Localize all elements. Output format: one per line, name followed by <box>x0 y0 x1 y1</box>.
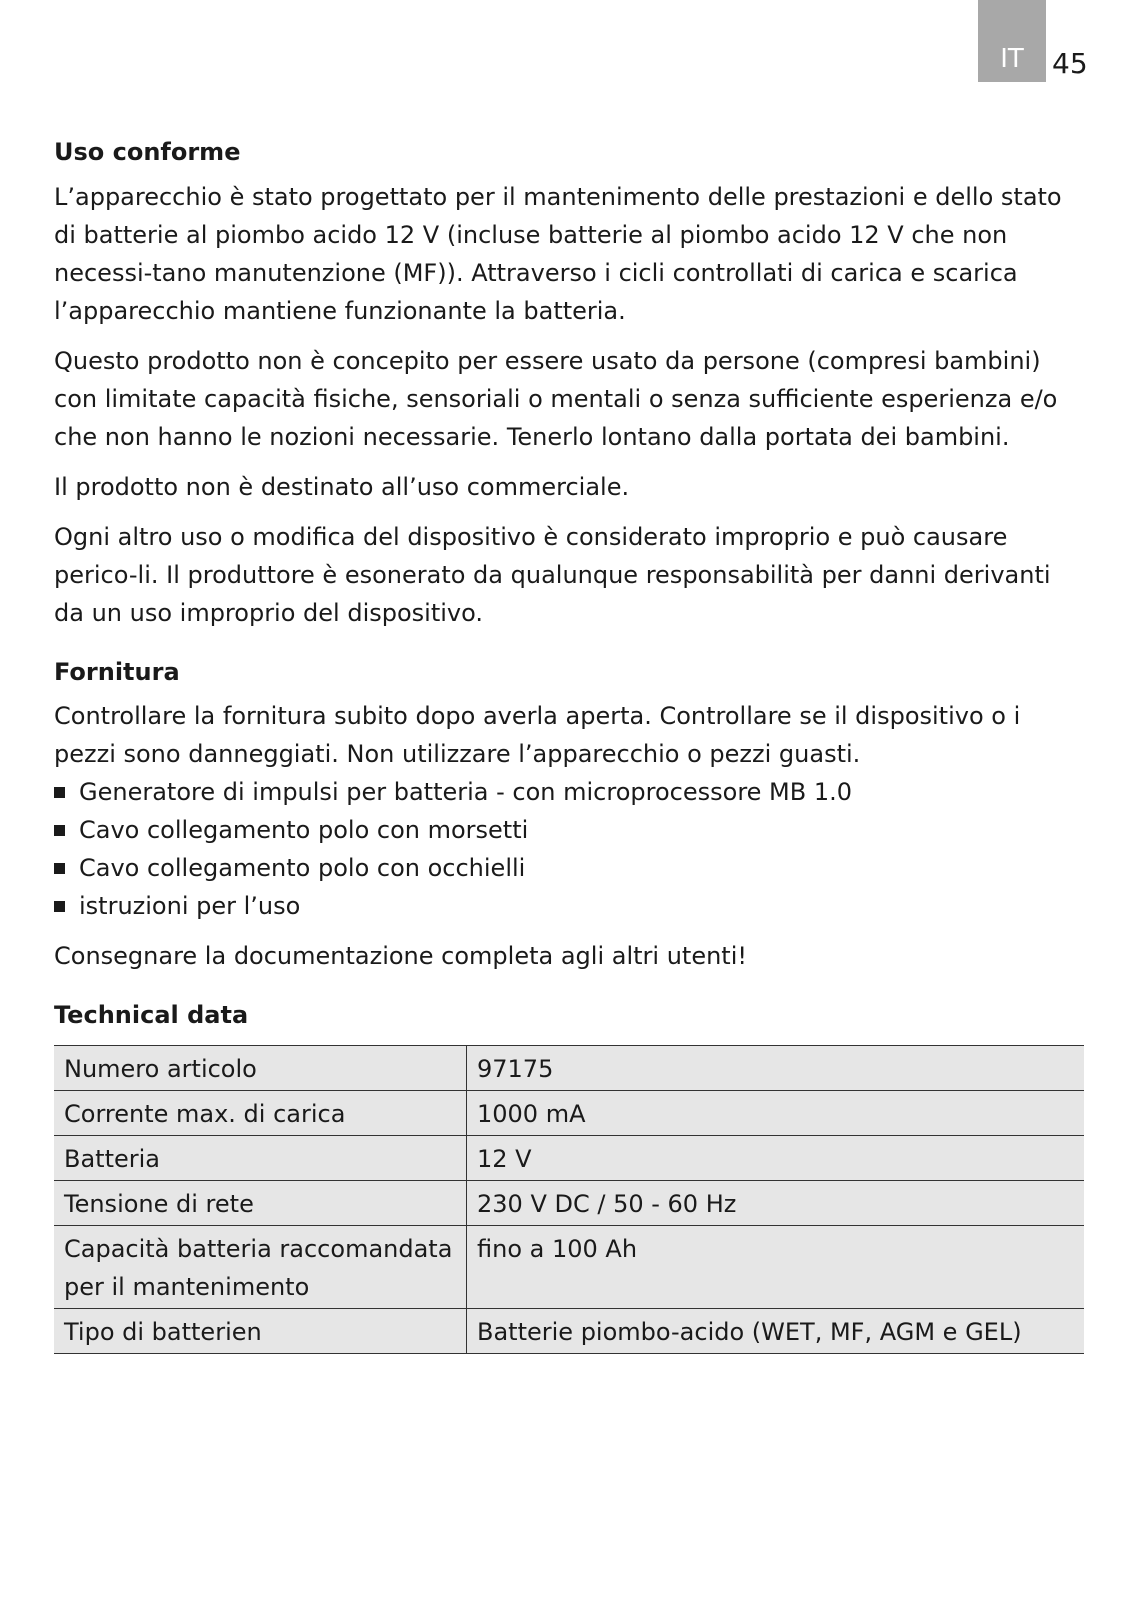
table-cell-label: Corrente max. di carica <box>54 1090 467 1135</box>
table-row <box>54 1045 1084 1090</box>
table-cell-value: 97175 <box>467 1045 1085 1090</box>
paragraph: Consegnare la documentazione completa agli altri utenti! <box>54 942 747 971</box>
language-tab <box>978 0 1046 82</box>
section-technical-data <box>54 999 1084 1354</box>
bullet-square-icon <box>54 787 65 798</box>
list-item <box>54 887 1084 925</box>
table-cell-value: 230 V DC / 50 - 60 Hz <box>467 1180 1085 1225</box>
list-item <box>54 811 1084 849</box>
table-row <box>54 1090 1084 1135</box>
language-tag: IT <box>1000 44 1024 74</box>
paragraph: Questo prodotto non è concepito per essere usato da persone (compresi bambini) con limitate capacità fisiche, sensoriali o mentali o senza sufficiente esperienza e/o che non hanno le nozioni necessarie. Tenerlo lontano dalla portata dei bambini. <box>54 346 1058 451</box>
table-row <box>54 1180 1084 1225</box>
table-cell-value: Batterie piombo-acido (WET, MF, AGM e GEL) <box>467 1308 1085 1353</box>
page-number: 45 <box>1052 47 1088 80</box>
table-cell-label: Capacità batteria raccomandata per il mantenimento <box>54 1225 467 1308</box>
list-item-text: Generatore di impulsi per batteria - con microprocessore MB 1.0 <box>79 778 853 807</box>
table-cell-label: Tipo di batterien <box>54 1308 467 1353</box>
table-cell-value: 12 V <box>467 1135 1085 1180</box>
list-item-text: istruzioni per l’uso <box>79 892 301 921</box>
bullet-square-icon <box>54 863 65 874</box>
table-row <box>54 1225 1084 1308</box>
table-cell-value: fino a 100 Ah <box>467 1225 1085 1308</box>
bullet-square-icon <box>54 825 65 836</box>
section-fornitura <box>54 656 1084 976</box>
paragraph: Ogni altro uso o modifica del dispositivo è considerato improprio e può causare perico-li. Il produttore è esonerato da qualunque responsabilità per danni derivanti da un uso improprio del dispositivo. <box>54 522 1051 627</box>
section-title: Technical data <box>54 1001 249 1030</box>
table-cell-value: 1000 mA <box>467 1090 1085 1135</box>
page-content <box>54 136 1084 1378</box>
supply-list <box>54 773 1084 925</box>
section-title: Fornitura <box>54 657 180 686</box>
paragraph: L’apparecchio è stato progettato per il mantenimento delle prestazioni e dello stato di batterie al piombo acido 12 V (incluse batterie al piombo acido 12 V che non necessi-tano manutenzione (MF)). Attraverso i cicli controllati di carica e scarica l’apparecchio mantiene funzionante la batteria. <box>54 182 1062 325</box>
table-row <box>54 1135 1084 1180</box>
table-cell-label: Tensione di rete <box>54 1180 467 1225</box>
list-item-text: Cavo collegamento polo con morsetti <box>79 816 529 845</box>
list-item <box>54 849 1084 887</box>
table-cell-label: Batteria <box>54 1135 467 1180</box>
table-row <box>54 1308 1084 1353</box>
bullet-square-icon <box>54 901 65 912</box>
section-title: Uso conforme <box>54 138 241 166</box>
table-cell-label: Numero articolo <box>54 1045 467 1090</box>
paragraph: Controllare la fornitura subito dopo averla aperta. Controllare se il dispositivo o i pezzi sono danneggiati. Non utilizzare l’apparecchio o pezzi guasti. <box>54 702 1021 769</box>
list-item <box>54 773 1084 811</box>
technical-data-table <box>54 1045 1084 1354</box>
list-item-text: Cavo collegamento polo con occhielli <box>79 854 526 883</box>
paragraph: Il prodotto non è destinato all’uso commerciale. <box>54 472 630 501</box>
section-uso-conforme <box>54 136 1084 632</box>
